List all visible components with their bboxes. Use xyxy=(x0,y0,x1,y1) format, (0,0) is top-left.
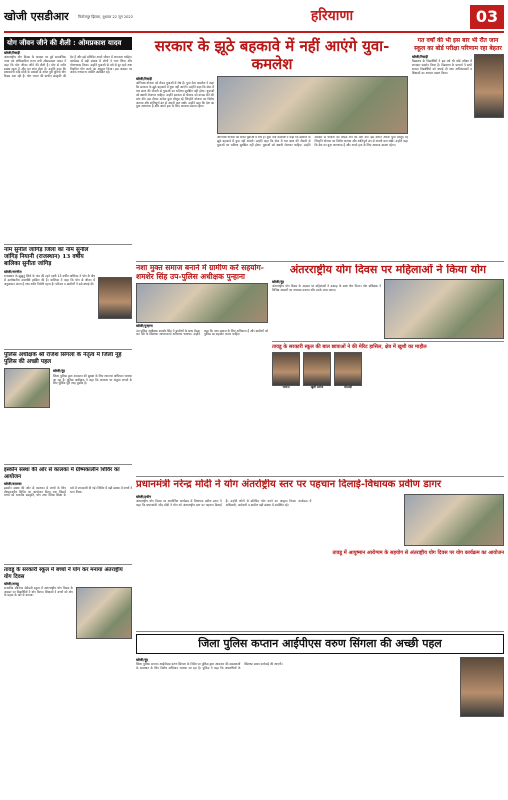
student-photo-1 xyxy=(272,352,300,386)
drug-story-body: उप पुलिस अधीक्षक शमशेर सिंह ने ग्रामीणों के साथ बैठक कर नशे के खिलाफ जागरूकता अभियान चलाया। उन्होंने कहा कि नशा समाज के लिए अभिशाप है और ग्रामीणों को पुलिस का सहयोग करना चाहिए। xyxy=(136,328,268,337)
section-title: हरियाणा xyxy=(310,8,354,25)
iskcon-story-title: इस्कॉन संस्था की ओर से कालका में ग्रीष्मकालीन शिविर का आयोजन xyxy=(4,467,120,480)
tavdu-yoga-photo xyxy=(76,587,132,639)
women-yoga-title: अंतरराष्ट्रीय योग दिवस पर महिलाओं ने किया योग xyxy=(289,264,487,276)
police-singla-title: जिला पुलिस कप्तान आईपीएस वरुण सिंगला की अच्छी पहल xyxy=(198,637,442,650)
main-area xyxy=(136,37,504,784)
pm-yoga-photo xyxy=(404,494,504,546)
page-number: 03 xyxy=(470,5,504,29)
lead-story xyxy=(136,37,408,259)
police-story-left-title: पुलिस अधीक्षक श्री राजेश सिंगला के नेतृत्व में जिला नूंह पुलिस की अच्छी पहल xyxy=(4,352,122,366)
drug-story-title: नशा मुक्त समाज बनाने में ग्रामीण करें सहयोग-शमशेर सिंह उप-पुलिस अधीक्षक पुन्हाना xyxy=(136,264,264,281)
lead-body-cont: अग्निपथ योजना को लेकर युवाओं में रोष है। युवा नेता कमलेश ने कहा कि सरकार के झूठे बहकावे में युवा नहीं आएंगे। उन्होंने कहा कि सेना में चार साल की नौकरी से युवाओं का भविष्य सुरक्षित नहीं होगा। युवाओं को स्थायी रोजगार चाहिए। उन्होंने सरकार से योजना को वापस लेने की मांग की। इस दौरान अनेक युवा मौजूद रहे जिन्होंने योजना का विरोध जताया और शांतिपूर्ण ढंग से अपनी बात रखी। उन्होंने कहा कि देश का युवा जागरूक है और अपने हक के लिए आवाज उठाता रहेगा। xyxy=(217,136,408,147)
sunita-story-body: राजस्थान के झुंझुनूं जिले के गांव की रहने वाली 13 वर्षीय बालिका ने योग के क्षेत्र में उल्लेखनीय उपलब्धि हासिल की है। बालिका ने कहा कि योग से जीवन में अनुशासन आता है तथा शरीर निरोगी रहता है। परिवार व ग्रामीणों ने उसे बधाई दी। xyxy=(4,273,95,286)
police-story-left-body: जिला पुलिस द्वारा आमजन की सुरक्षा के लिए लगातार अभियान चलाया जा रहा है। पुलिस अधीक्षक ने कहा कि अपराध पर अंकुश लगाने के लिए पुलिस पूरी तरह मुस्तैद है। xyxy=(53,373,132,386)
tavdu-yoga-title: तावडू के सरकारी स्कूल में बच्चों ने योग कर मनाया अंतराष्ट्रीय योग दिवस xyxy=(4,567,123,580)
pm-yoga-story xyxy=(136,479,504,629)
masthead xyxy=(4,3,504,33)
police-singla-byline: खोजी/नूंह xyxy=(136,657,148,662)
police-story-left xyxy=(4,352,132,462)
sunita-story-byline: खोजी/नारनौल xyxy=(4,269,22,274)
result-box-title: गत वर्षों की भी इस बार भी रौंत जान स्कूल का बोर्ड परीक्षा परिणाम रहा बेहतर xyxy=(414,37,502,52)
issue-info: फिरोजपुर झिरका, बुधवार 22 जून 2022 xyxy=(78,14,133,19)
tavdu-yoga-story xyxy=(4,567,132,767)
student-caption-1: भावना xyxy=(282,384,290,389)
student-caption-3: मीनाक्षी xyxy=(344,384,352,389)
result-box-photo xyxy=(474,54,504,118)
logo-text: खोजी एसडीआर xyxy=(4,10,69,24)
student-caption-2: खुशी सरोज xyxy=(310,384,324,389)
tavdu-yoga-byline: खोजी/तावडू xyxy=(4,581,19,586)
pm-yoga-title: प्रधानमंत्री नरेन्द्र मोदी ने योग अंतर्राष्ट्रीय स्तर पर पहचान दिलाई-विधायक प्रवीण डागर xyxy=(136,479,442,490)
lead-photo xyxy=(217,76,408,134)
tavdu-ayushman-title: तावडू में आयुष्मान आरोग्यम के सहयोग से अंतराष्ट्रीय योग दिवस पर योग कार्यक्रम का आयोजन xyxy=(332,550,504,556)
yoga-story xyxy=(4,37,132,242)
police-singla-photo xyxy=(460,657,504,717)
police-singla-body: जिला पुलिस कप्तान आईपीएस वरुण सिंगला के निर्देश पर पुलिस द्वारा आमजन की समस्याओं के समाधान के लिए विशेष अभियान चलाया जा रहा है। पुलिस ने कहा कि अपराधियों के खिलाफ सख्त कार्रवाई की जाएगी। xyxy=(136,662,283,670)
lead-byline: खोजी/रिवाड़ी xyxy=(136,77,153,81)
women-yoga-byline: खोजी/नूंह xyxy=(272,279,284,284)
women-yoga-story xyxy=(272,264,504,474)
sunita-story xyxy=(4,247,132,347)
police-story-left-byline: खोजी/नूंह xyxy=(53,369,65,374)
police-singla-story xyxy=(136,634,504,784)
result-box-byline: खोजी/रिवाड़ी xyxy=(412,55,429,59)
yoga-story-body: अंतरराष्ट्रीय योग दिवस के अवसर पर पूर्व सामाजिक न्याय एवं अधिकारिता राज्य मंत्री ओमप्रकाश यादव ने कहा कि योग जीवन जीने की शैली है। योग से शरीर स्वस्थ रहता है और मन शांत होता है। उन्होंने कहा कि प्रधानमंत्री नरेंद्र मोदी के प्रयासों से आज पूरी दुनिया योग दिवस मना रही है। योग भारत की प्राचीन संस्कृति की देन है और इसे प्रतिदिन अपने जीवन में अपनाना चाहिए। कार्यक्रम में बड़ी संख्या में लोगों ने भाग लिया और योगाभ्यास किया। उन्होंने युवाओं से नशे से दूर रहने तथा नियमित योग करने का आह्वान किया। इस अवसर पर अनेक गणमान्य व्यक्ति उपस्थित रहे। xyxy=(4,55,132,79)
yoga-story-title: योग जीवन जीने की शैली : ओमप्रकाश यादव xyxy=(4,37,132,50)
lead-body: अग्निपथ योजना को लेकर युवाओं में रोष है। युवा नेता कमलेश ने कहा कि सरकार के झूठे बहकावे में युवा नहीं आएंगे। उन्होंने कहा कि सेना में चार साल की नौकरी से युवाओं का भविष्य सुरक्षित नहीं होगा। युवाओं को स्थायी रोजगार चाहिए। उन्होंने सरकार से योजना को वापस लेने की मांग की। इस दौरान अनेक युवा मौजूद रहे जिन्होंने योजना का विरोध जताया और शांतिपूर्ण ढंग से अपनी बात रखी। उन्होंने कहा कि देश का युवा जागरूक है और अपने हक के लिए आवाज उठाता रहेगा। xyxy=(136,81,214,109)
pm-yoga-body: अंतरराष्ट्रीय योग दिवस पर आयोजित कार्यक्रम में विधायक प्रवीण डागर ने कहा कि प्रधानमंत्री नरेंद्र मोदी ने योग को अंतरराष्ट्रीय स्तर पर पहचान दिलाई है। उन्होंने लोगों से प्रतिदिन योग करने का आह्वान किया। कार्यक्रम में अधिकारी, कर्मचारी व ग्रामीण बड़ी संख्या में उपस्थित रहे। xyxy=(136,499,312,508)
lead-headline: सरकार के झूठे बहकावे में नहीं आएंगे युवा-कमलेश xyxy=(154,37,390,73)
left-column xyxy=(4,37,132,784)
yoga-story-byline: खोजी/रिवाड़ी xyxy=(4,50,21,55)
iskcon-story xyxy=(4,467,132,562)
tavdu-yoga-body: राजकीय सीनियर सेकेंडरी स्कूल में अंतरराष्ट्रीय योग दिवस के अवसर पर विद्यार्थियों ने योग किया। शिक्षकों ने बच्चों को योग के महत्व के बारे में बताया। xyxy=(4,585,73,598)
sunita-story-title: नाम सुनील जांगिड़ जिला का नाम सुनील जांगिड़ नियानी (राजस्थान) 13 वर्षीय बालिका सुनीता जांगिड़ xyxy=(4,247,89,268)
iskcon-story-byline: खोजी/कालका xyxy=(4,481,22,486)
pm-yoga-byline: खोजी/हथीन xyxy=(136,495,152,499)
drug-story-byline: खोजी/पुन्हाना xyxy=(136,324,153,329)
student-photo-3 xyxy=(334,352,362,386)
iskcon-story-body: इस्कॉन संस्था की ओर से कालका में बच्चों के लिए ग्रीष्मकालीन शिविर का आयोजन किया गया जिसमें बच्चों को भारतीय संस्कृति, योग तथा नैतिक शिक्षा के बारे में जानकारी दी गई। शिविर में बड़ी संख्या में बच्चों ने भाग लिया। xyxy=(4,485,132,498)
student-photo-2 xyxy=(303,352,331,386)
police-left-photo xyxy=(4,368,50,408)
sunita-photo xyxy=(98,277,132,319)
logo xyxy=(4,6,74,28)
women-yoga-body: अंतरराष्ट्रीय योग दिवस के अवसर पर महिलाओं ने उत्साह के साथ योग किया। योग प्रशिक्षक ने विभिन्न आसनों का अभ्यास कराया और उनके लाभ बताए। xyxy=(272,283,381,292)
school-merit-title: तावडू के सरकारी स्कूल की बाल छात्राओं ने की मेरिट हासिल, क्षेत्र में खुशी का माहौल xyxy=(272,343,427,350)
result-box-body: विद्यालय के विद्यार्थियों ने इस वर्ष भी बोर्ड परीक्षा में शानदार प्रदर्शन किया है। विद्यालय के प्राचार्य ने सभी सफल विद्यार्थियों को बधाई दी तथा अभिभावकों व शिक्षकों का आभार व्यक्त किया। xyxy=(412,59,472,75)
drug-story xyxy=(136,264,268,474)
result-box xyxy=(412,37,504,259)
drug-story-photo xyxy=(136,283,268,323)
women-yoga-photo xyxy=(384,279,504,339)
